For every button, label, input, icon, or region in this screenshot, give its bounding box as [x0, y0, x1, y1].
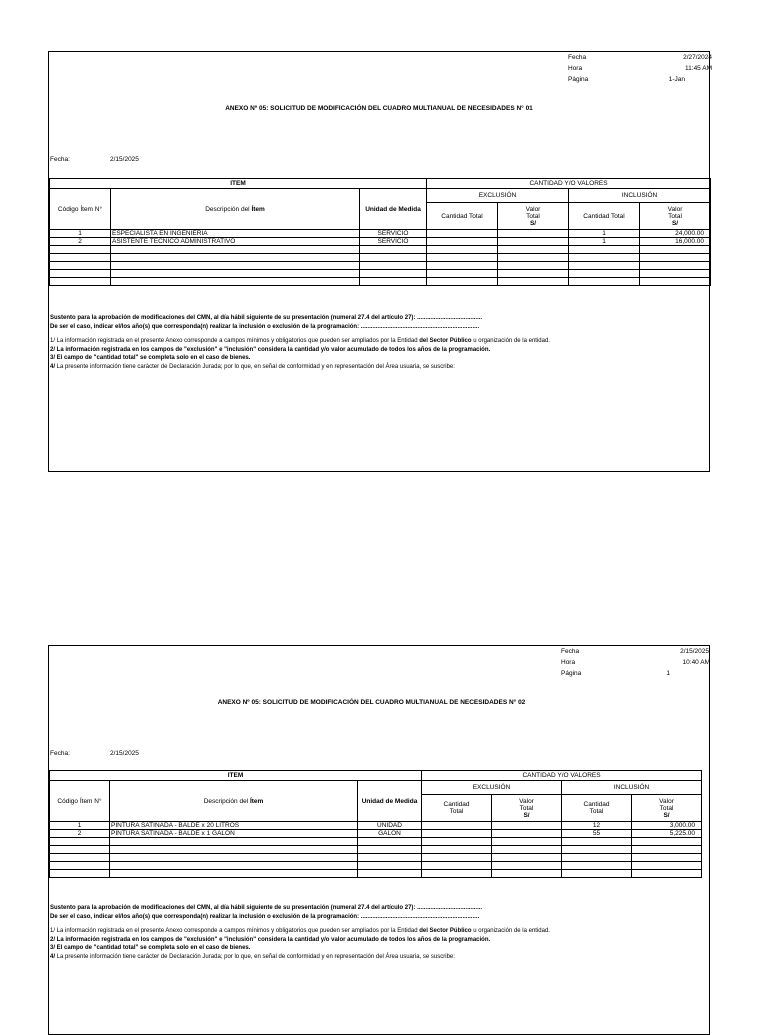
- empty-row: [50, 838, 702, 846]
- inc-valor-text: Valor Total: [659, 797, 674, 812]
- row-inc-cantidad: 1: [569, 238, 640, 246]
- inc-cantidad-header: Cantidad Total: [569, 203, 640, 230]
- empty-row: [50, 262, 711, 270]
- row-inc-cantidad: 1: [569, 230, 640, 238]
- annex-sheet-1: [48, 51, 710, 472]
- descripcion-header: [110, 781, 358, 822]
- exc-cantidad-header: Cantidad Total: [422, 795, 492, 822]
- empty-row: [50, 246, 711, 254]
- note-4: [50, 363, 700, 372]
- note-1-tail: u organización de la entidad.: [471, 928, 550, 934]
- row-unidad: SERVICIO: [360, 238, 427, 246]
- fecha-label: Fecha:: [50, 750, 70, 757]
- note-3: 3/ El campo de "cantidad total" se completa solo en el caso de bienes.: [50, 355, 251, 361]
- note-4-text: La presente información tiene carácter de Declaración Jurada; por lo que, en señal de conformidad y en representación del Área usuaria, se suscribe:: [55, 363, 455, 370]
- fecha-label: Fecha:: [50, 156, 70, 163]
- empty-row: [50, 846, 702, 854]
- meta-hora-value: 11:45 AM: [685, 65, 712, 72]
- row-unidad: GALON: [358, 830, 422, 838]
- inc-valor-text: Valor Total: [667, 205, 683, 220]
- note-1: [50, 337, 700, 346]
- cantidad-valores-header: CANTIDAD Y/O VALORES: [422, 771, 702, 781]
- sustento-note: Sustento para la aprobación de modificaciones del CMN, al día hábil siguiente de su presentación (numeral 27.4 del artículo 27): .......................................: [50, 905, 483, 911]
- item-header: ITEM: [50, 771, 422, 781]
- inc-valor-header: [640, 203, 711, 230]
- row-codigo: 2: [50, 830, 110, 838]
- row-exc-cantidad: [427, 238, 498, 246]
- note-3: 3/ El campo de "cantidad total" se completa solo en el caso de bienes.: [50, 945, 251, 951]
- row-codigo: 2: [50, 238, 111, 246]
- empty-row: [50, 870, 702, 878]
- meta-fecha-value: 2/27/2024: [683, 54, 712, 61]
- row-exc-cantidad: [422, 830, 492, 838]
- note-1-tail: u organización de la entidad.: [471, 338, 550, 344]
- descripcion-header-text: Descripción del: [205, 205, 252, 213]
- notes-block: [50, 904, 700, 961]
- row-exc-cantidad: [422, 822, 492, 830]
- codigo-header: Código Ítem N°: [50, 781, 110, 822]
- items-table: [49, 178, 711, 286]
- meta-pagina-label: Página: [561, 670, 582, 677]
- note-4-num: 4/: [50, 363, 56, 370]
- exc-valor-header: [492, 795, 562, 822]
- note-1: [50, 927, 700, 936]
- sustento-note: Sustento para la aprobación de modificaciones del CMN, al día hábil siguiente de su presentación (numeral 27.4 del artículo 27): .......................................: [50, 315, 483, 321]
- annex-sheet-2: [48, 645, 710, 1035]
- row-unidad: SERVICIO: [360, 230, 427, 238]
- exc-valor-text: Valor Total: [519, 797, 534, 812]
- sheet-meta: [568, 52, 712, 85]
- exclusion-header: EXCLUSIÓN: [422, 781, 562, 795]
- items-table: [49, 770, 702, 878]
- empty-row: [50, 854, 702, 862]
- meta-pagina-label: Página: [568, 76, 589, 83]
- meta-fecha-label: Fecha: [568, 54, 587, 61]
- meta-hora-label: Hora: [561, 659, 576, 666]
- row-descripcion: ESPECIALISTA EN INGENIERIA: [111, 230, 360, 238]
- row-codigo: 1: [50, 822, 110, 830]
- table-row: [50, 830, 702, 838]
- descripcion-header-bold: Ítem: [249, 797, 264, 805]
- note-4-text: La presente información tiene carácter de Declaración Jurada; por lo que, en señal de conformidad y en representación del Área usuaria, se suscribe:: [55, 953, 455, 960]
- table-row: [50, 238, 711, 246]
- row-unidad: UNIDAD: [358, 822, 422, 830]
- inclusion-header: INCLUSIÓN: [562, 781, 702, 795]
- empty-row: [50, 862, 702, 870]
- unidad-header: Unidad de Medida: [358, 781, 422, 822]
- empty-row: [50, 270, 711, 278]
- row-inc-valor: 3,000.00: [632, 822, 702, 830]
- meta-fecha-label: Fecha: [561, 648, 580, 655]
- inclusion-header: INCLUSIÓN: [569, 189, 711, 203]
- table-row: [50, 230, 711, 238]
- empty-row: [50, 278, 711, 286]
- fecha-row: [50, 750, 139, 757]
- empty-row: [50, 254, 711, 262]
- sheet-title: ANEXO Nº 05: SOLICITUD DE MODIFICACIÓN DEL CUADRO MULTIANUAL DE NECESIDADES N° 02: [217, 699, 526, 706]
- row-inc-valor: 5,225.00: [632, 830, 702, 838]
- row-inc-cantidad: 12: [562, 822, 632, 830]
- note-4-num: 4/: [50, 953, 56, 960]
- descripcion-header-bold: Ítem: [251, 205, 265, 213]
- meta-pagina-value: 1: [666, 670, 670, 677]
- row-inc-valor: 24,000.00: [640, 230, 711, 238]
- row-inc-valor: 16,000.00: [640, 238, 711, 246]
- unidad-header: Unidad de Medida: [360, 189, 427, 230]
- note-4: [50, 953, 700, 962]
- fecha-row: [50, 156, 139, 163]
- note-1-bold: del Sector Público: [419, 338, 472, 344]
- sheet-meta: [561, 646, 710, 679]
- meta-pagina-value: 1-Jan: [668, 76, 685, 83]
- inc-soles: S/: [671, 219, 679, 227]
- codigo-header: Código Ítem N°: [50, 189, 111, 230]
- row-descripcion: PINTURA SATINADA - BALDE x 20 LITROS: [110, 822, 358, 830]
- exc-soles: S/: [529, 219, 537, 227]
- inc-valor-header: [632, 795, 702, 822]
- cantidad-valores-header: CANTIDAD Y/O VALORES: [427, 179, 711, 189]
- fecha-value: 2/15/2025: [110, 156, 139, 163]
- row-exc-valor: [492, 822, 562, 830]
- meta-hora-value: 10:40 AM: [682, 659, 710, 666]
- row-exc-valor: [492, 830, 562, 838]
- row-descripcion: ASISTENTE TECNICO ADMINISTRATIVO: [111, 238, 360, 246]
- note-2: 2/ La información registrada en los campos de "exclusión" e "inclusión" considera la cantidad y/o valor acumulado de todos los años de la programación.: [50, 346, 491, 353]
- note-1-text: 1/ La información registrada en el presente Anexo corresponde a campos mínimos y obligatorios que pueden ser ampliados por la Entidad: [50, 928, 420, 934]
- row-inc-cantidad: 55: [562, 830, 632, 838]
- row-codigo: 1: [50, 230, 111, 238]
- exclusion-header: EXCLUSIÓN: [427, 189, 569, 203]
- exc-soles: S/: [523, 811, 530, 819]
- inc-soles: S/: [663, 811, 670, 819]
- note-1-bold: del Sector Público: [419, 928, 472, 934]
- row-exc-valor: [498, 238, 569, 246]
- meta-hora-label: Hora: [568, 65, 583, 72]
- note-2: 2/ La información registrada en los campos de "exclusión" e "inclusión" considera la cantidad y/o valor acumulado de todos los años de la programación.: [50, 936, 491, 943]
- row-descripcion: PINTURA SATINADA - BALDE x 1 GALON: [110, 830, 358, 838]
- exc-valor-text: Valor Total: [525, 205, 541, 220]
- meta-fecha-value: 2/15/2025: [680, 648, 709, 655]
- row-exc-valor: [498, 230, 569, 238]
- descripcion-header-text: Descripción del: [203, 797, 250, 805]
- exc-valor-header: [498, 203, 569, 230]
- fecha-value: 2/15/2025: [110, 750, 139, 757]
- row-exc-cantidad: [427, 230, 498, 238]
- inc-cantidad-header: Cantidad Total: [562, 795, 632, 822]
- notes-block: [50, 314, 700, 371]
- table-row: [50, 822, 702, 830]
- caso-note: De ser el caso, indicar el/los año(s) que corresponda(n) realizar la inclusión o exclusión de la programación: .......................................................................: [50, 913, 480, 920]
- descripcion-header: [111, 189, 360, 230]
- sheet-title: ANEXO Nº 05: SOLICITUD DE MODIFICACIÓN DEL CUADRO MULTIANUAL DE NECESIDADES N° 01: [225, 105, 533, 112]
- item-header: ITEM: [50, 179, 427, 189]
- note-1-text: 1/ La información registrada en el presente Anexo corresponde a campos mínimos y obligatorios que pueden ser ampliados por la Entidad: [50, 338, 420, 344]
- exc-cantidad-header: Cantidad Total: [427, 203, 498, 230]
- caso-note: De ser el caso, indicar el/los año(s) que corresponda(n) realizar la inclusión o exclusión de la programación: .......................................................................: [50, 323, 480, 330]
